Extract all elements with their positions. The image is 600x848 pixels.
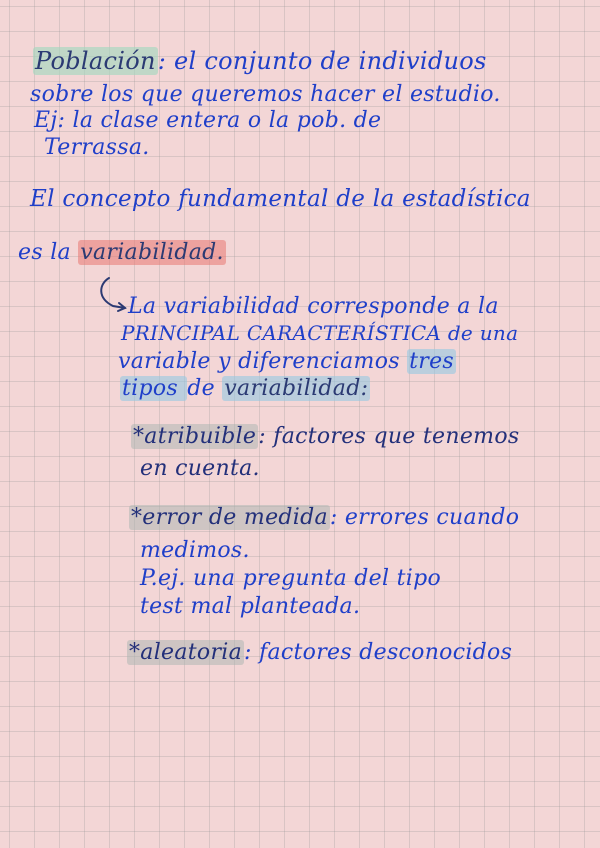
poblacion-definition: : el conjunto de individuos	[157, 47, 487, 75]
error-definition: : errores cuando	[329, 505, 520, 530]
aleatoria-definition: : factores desconocidos	[244, 640, 513, 665]
error-line-4: test mal planteada.	[140, 594, 361, 619]
error-line-3: P.ej. una pregunta del tipo	[140, 566, 442, 591]
variabilidad-line-1: La variabilidad corresponde a la	[128, 294, 499, 319]
tres-term: tres	[409, 349, 454, 374]
poblacion-line-1	[33, 48, 487, 74]
poblacion-line-3: Ej: la clase entera o la pob. de	[34, 108, 382, 133]
error-line-2: medimos.	[140, 538, 250, 563]
atribuible-definition: : factores que tenemos	[258, 424, 520, 449]
curved-arrow-icon	[93, 276, 133, 316]
aleatoria-line-1	[127, 640, 512, 666]
concepto-prefix: es la	[18, 240, 79, 265]
variabilidad-line-2: PRINCIPAL CARACTERÍSTICA de una	[121, 321, 519, 345]
poblacion-line-4: Terrassa.	[44, 135, 150, 160]
error-line-1	[129, 505, 519, 531]
poblacion-line-2: sobre los que queremos hacer el estudio.	[30, 82, 501, 107]
tipos-word: tipos	[122, 376, 186, 401]
error-term: *error de medida	[131, 505, 328, 530]
variabilidad-line-3	[118, 349, 456, 375]
aleatoria-term: *aleatoria	[129, 640, 243, 665]
concepto-line-2	[18, 240, 226, 266]
atribuible-line-1	[131, 424, 519, 450]
variabilidad-term: variabilidad.	[80, 240, 224, 265]
atribuible-term: *atribuible	[133, 424, 257, 449]
poblacion-term: Población	[35, 47, 156, 75]
concepto-line-1: El concepto fundamental de la estadística	[30, 186, 531, 212]
variabilidad-line-3-text: variable y diferenciamos	[118, 349, 408, 374]
variabilidad-term-2: variabilidad:	[224, 376, 369, 401]
de-word: de	[187, 376, 223, 401]
atribuible-line-2: en cuenta.	[140, 456, 260, 481]
variabilidad-line-4	[120, 376, 370, 402]
